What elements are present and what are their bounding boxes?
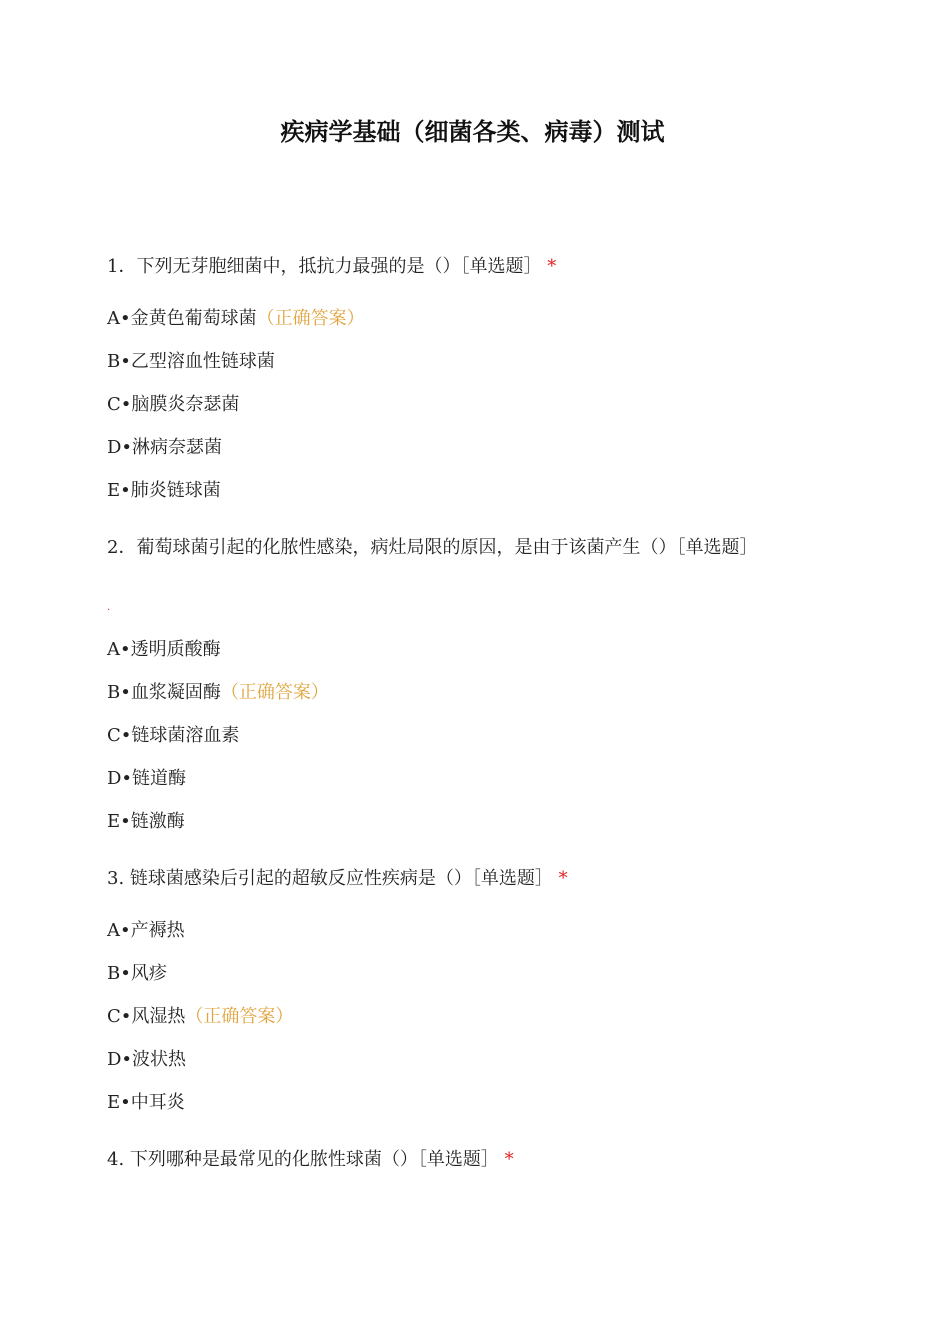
option-label: E•链激酶 bbox=[107, 811, 185, 832]
q1-option-d[interactable] bbox=[107, 435, 222, 461]
question-2 bbox=[107, 535, 832, 561]
correct-answer-tag: （正确答案） bbox=[185, 1006, 294, 1027]
required-mark: * bbox=[504, 1149, 514, 1170]
option-label: B•乙型溶血性链球菌 bbox=[107, 351, 275, 372]
q3-option-e[interactable] bbox=[107, 1090, 185, 1116]
correct-answer-tag: （正确答案） bbox=[256, 308, 365, 329]
question-3-text: 3. 链球菌感染后引起的超敏反应性疾病是（）［单选题］ bbox=[107, 868, 553, 889]
q1-option-e[interactable] bbox=[107, 478, 221, 504]
q3-option-d[interactable] bbox=[107, 1047, 186, 1073]
q3-option-b[interactable] bbox=[107, 961, 167, 987]
option-label: D•淋病奈瑟菌 bbox=[107, 437, 223, 458]
q2-option-b[interactable] bbox=[107, 680, 329, 706]
option-label: A•产褥热 bbox=[107, 920, 185, 941]
q3-option-a[interactable] bbox=[107, 918, 185, 944]
q2-option-c[interactable] bbox=[107, 723, 239, 749]
page-title: 疾病学基础（细菌各类、病毒）测试 bbox=[280, 118, 665, 146]
option-label: E•中耳炎 bbox=[107, 1092, 185, 1113]
question-4 bbox=[107, 1147, 514, 1173]
question-4-text: 4. 下列哪种是最常见的化脓性球菌（）［单选题］ bbox=[107, 1149, 499, 1170]
option-label: C•风湿热 bbox=[107, 1006, 186, 1027]
option-label: B•血浆凝固酶 bbox=[107, 682, 221, 703]
question-1-text: 1．下列无芽胞细菌中，抵抗力最强的是（）［单选题］ bbox=[107, 256, 542, 277]
q2-option-a[interactable] bbox=[107, 637, 221, 663]
question-1 bbox=[107, 254, 556, 280]
question-3 bbox=[107, 866, 568, 892]
required-mark: * bbox=[558, 868, 568, 889]
option-label: B•风疹 bbox=[107, 963, 167, 984]
question-2-text: 2．葡萄球菌引起的化脓性感染，病灶局限的原因，是由于该菌产生（）［单选题］ bbox=[107, 537, 758, 558]
q1-option-b[interactable] bbox=[107, 349, 275, 375]
q3-option-c[interactable] bbox=[107, 1004, 293, 1030]
correct-answer-tag: （正确答案） bbox=[220, 682, 329, 703]
q1-option-c[interactable] bbox=[107, 392, 239, 418]
q2-option-d[interactable] bbox=[107, 766, 186, 792]
option-label: D•链道酶 bbox=[107, 768, 187, 789]
required-mark: . bbox=[107, 602, 111, 613]
q2-option-e[interactable] bbox=[107, 809, 185, 835]
required-mark: * bbox=[547, 256, 557, 277]
option-label: D•波状热 bbox=[107, 1049, 187, 1070]
option-label: C•脑膜炎奈瑟菌 bbox=[107, 394, 240, 415]
option-label: E•肺炎链球菌 bbox=[107, 480, 221, 501]
option-label: A•透明质酸酶 bbox=[107, 639, 221, 660]
option-label: C•链球菌溶血素 bbox=[107, 725, 240, 746]
option-label: A•金黄色葡萄球菌 bbox=[107, 308, 257, 329]
q1-option-a[interactable] bbox=[107, 306, 365, 332]
